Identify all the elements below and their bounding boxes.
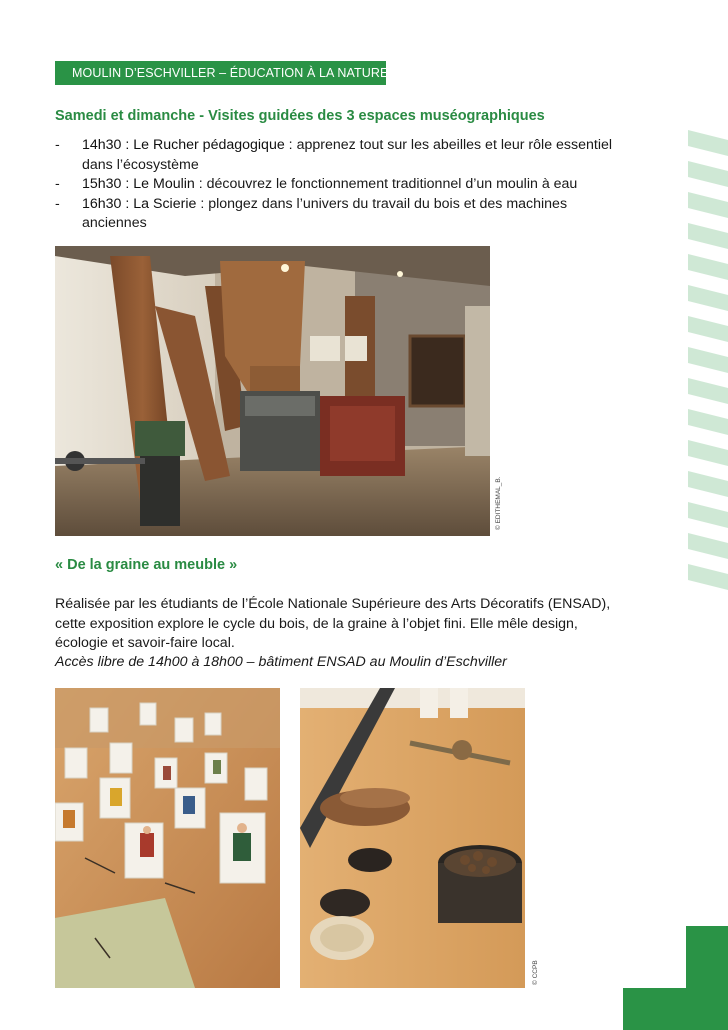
photo-credit: © CCPB <box>532 960 539 985</box>
visits-list <box>55 136 615 234</box>
visit-description: découvrez le fonctionnement traditionnel d’un moulin à eau <box>202 176 578 192</box>
visit-time: 16h30 : La Scierie <box>82 195 197 212</box>
bullet-dash: - <box>55 137 60 153</box>
section-heading-visits: Samedi et dimanche - Visites guidées des 3 espaces muséographiques <box>55 108 545 124</box>
list-item <box>55 175 615 195</box>
section-heading-exhibition: « De la graine au meuble » <box>55 557 238 573</box>
exhibition-description: Réalisée par les étudiants de l’École Nationale Supérieure des Arts Décoratifs (ENSAD), cette exposition explore le cycle du bois, de la graine à l’objet fini. Elle mêle design, écologie et savoir-faire local. <box>55 596 611 651</box>
bullet-dash: - <box>55 176 60 192</box>
exhibit-cards-photo <box>55 688 280 988</box>
visit-time: 15h30 : Le Moulin : <box>82 176 203 192</box>
visit-description: : plongez dans l’univers du travail du bois et des machines anciennes <box>82 195 568 231</box>
decorative-block <box>623 988 728 1030</box>
photo-credit: © EDITHEMAL_B. <box>495 476 502 530</box>
visit-description: apprenez tout sur les abeilles et leur rôle essentiel dans l’écosystème <box>82 137 613 173</box>
decorative-stripes <box>688 130 728 610</box>
list-item <box>55 136 615 175</box>
list-item <box>55 195 615 234</box>
visit-time: 14h30 : Le Rucher pédagogique : <box>82 137 293 153</box>
section-banner: MOULIN D’ESCHVILLER – ÉDUCATION À LA NATURE <box>55 61 386 85</box>
bullet-dash: - <box>55 195 60 212</box>
exhibition-access: Accès libre de 14h00 à 18h00 – bâtiment ENSAD au Moulin d’Eschviller <box>55 654 507 670</box>
exhibit-wood-objects-photo <box>300 688 525 988</box>
mill-interior-photo <box>55 246 490 536</box>
